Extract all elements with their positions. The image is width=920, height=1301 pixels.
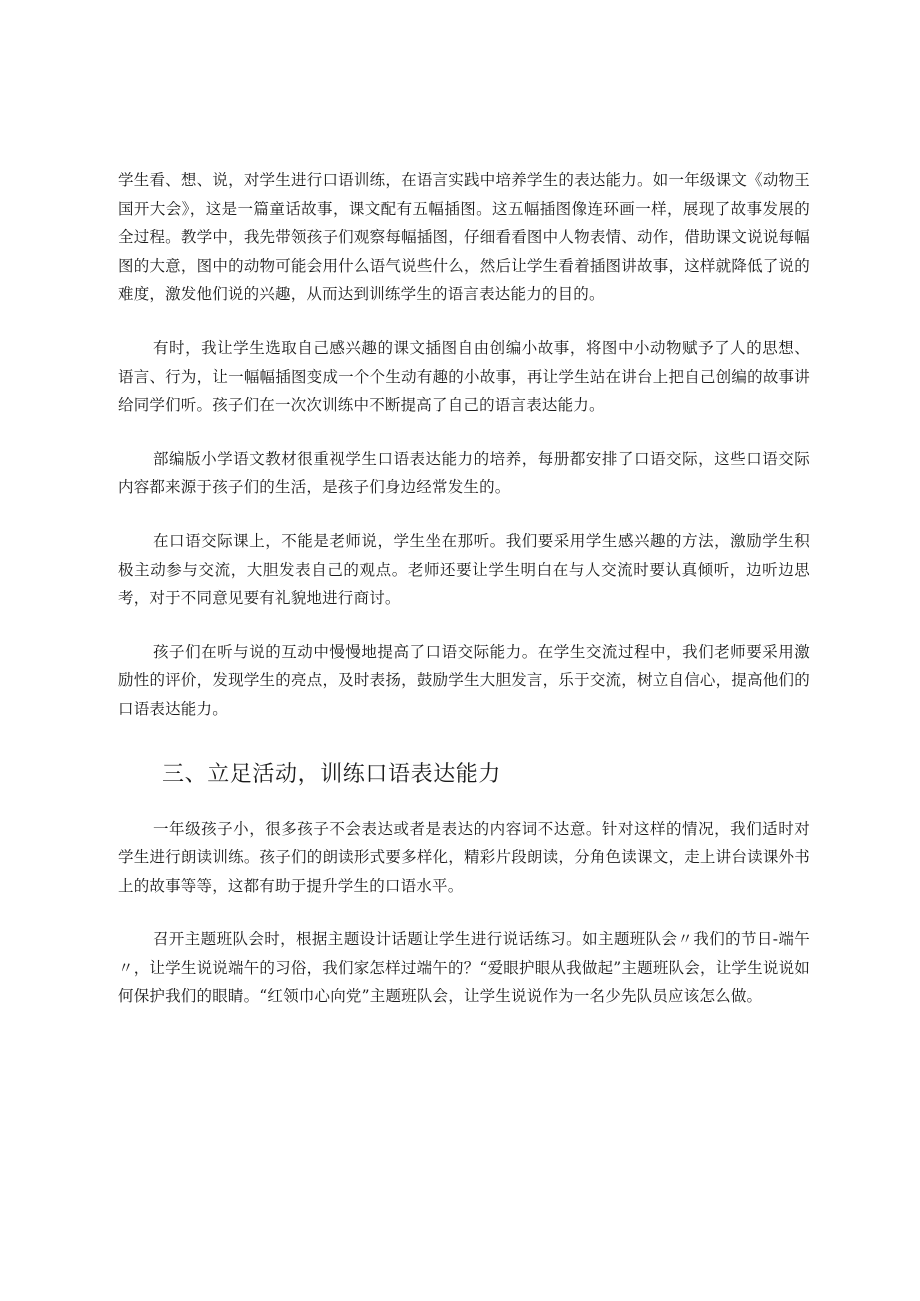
- paragraph-2: 有时，我让学生选取自己感兴趣的课文插图自由创编小故事，将图中小动物赋予了人的思想、语言、行为，让一幅幅插图变成一个个生动有趣的小故事，再让学生站在讲台上把自己创编的故事讲给同学们听。孩子们在一次次训练中不断提高了自己的语言表达能力。: [118, 338, 810, 415]
- paragraph-5: 孩子们在听与说的互动中慢慢地提高了口语交际能力。在学生交流过程中，我们老师要采用激励性的评价，发现学生的亮点，及时表扬，鼓励学生大胆发言，乐于交流，树立自信心，提高他们的口语表达能力。: [118, 642, 810, 718]
- paragraph-3: 部编版小学语文教材很重视学生口语表达能力的培养，每册都安排了口语交际，这些口语交际内容都来源于孩子们的生活，是孩子们身边经常发生的。: [118, 449, 810, 497]
- paragraph-4: 在口语交际课上，不能是老师说，学生坐在那听。我们要采用学生感兴趣的方法，激励学生积极主动参与交流，大胆发表自己的观点。老师还要让学生明白在与人交流时要认真倾听，边听边思考，对于不同意见要有礼貌地进行商讨。: [118, 531, 810, 608]
- paragraph-6: 一年级孩子小，很多孩子不会表达或者是表达的内容词不达意。针对这样的情况，我们适时对学生进行朗读训练。孩子们的朗读形式要多样化，精彩片段朗读，分角色读课文，走上讲台读课外书上的故事等等，这都有助于提升学生的口语水平。: [118, 819, 810, 895]
- paragraph-1: 学生看、想、说，对学生进行口语训练，在语言实践中培养学生的表达能力。如一年级课文《动物王国开大会》，这是一篇童话故事，课文配有五幅插图。这五幅插图像连环画一样，展现了故事发展的全过程。教学中，我先带领孩子们观察每幅插图，仔细看看图中人物表情、动作，借助课文说说每幅图的大意，图中的动物可能会用什么语气说些什么，然后让学生看着插图讲故事，这样就降低了说的难度，激发他们说的兴趣，从而达到训练学生的语言表达能力的目的。: [118, 171, 810, 304]
- paragraph-7: 召开主题班队会时，根据主题设计话题让学生进行说话练习。如主题班队会〃我们的节日-端午〃，让学生说说端午的习俗，我们家怎样过端午的？“爱眼护眼从我做起”主题班队会，让学生说说如何保护我们的眼睛。“红领巾心向党”主题班队会，让学生说说作为一名少先队员应该怎么做。: [118, 930, 810, 1006]
- section-heading: 三、立足活动，训练口语表达能力: [162, 761, 502, 787]
- document-page: [118, 166, 810, 1011]
